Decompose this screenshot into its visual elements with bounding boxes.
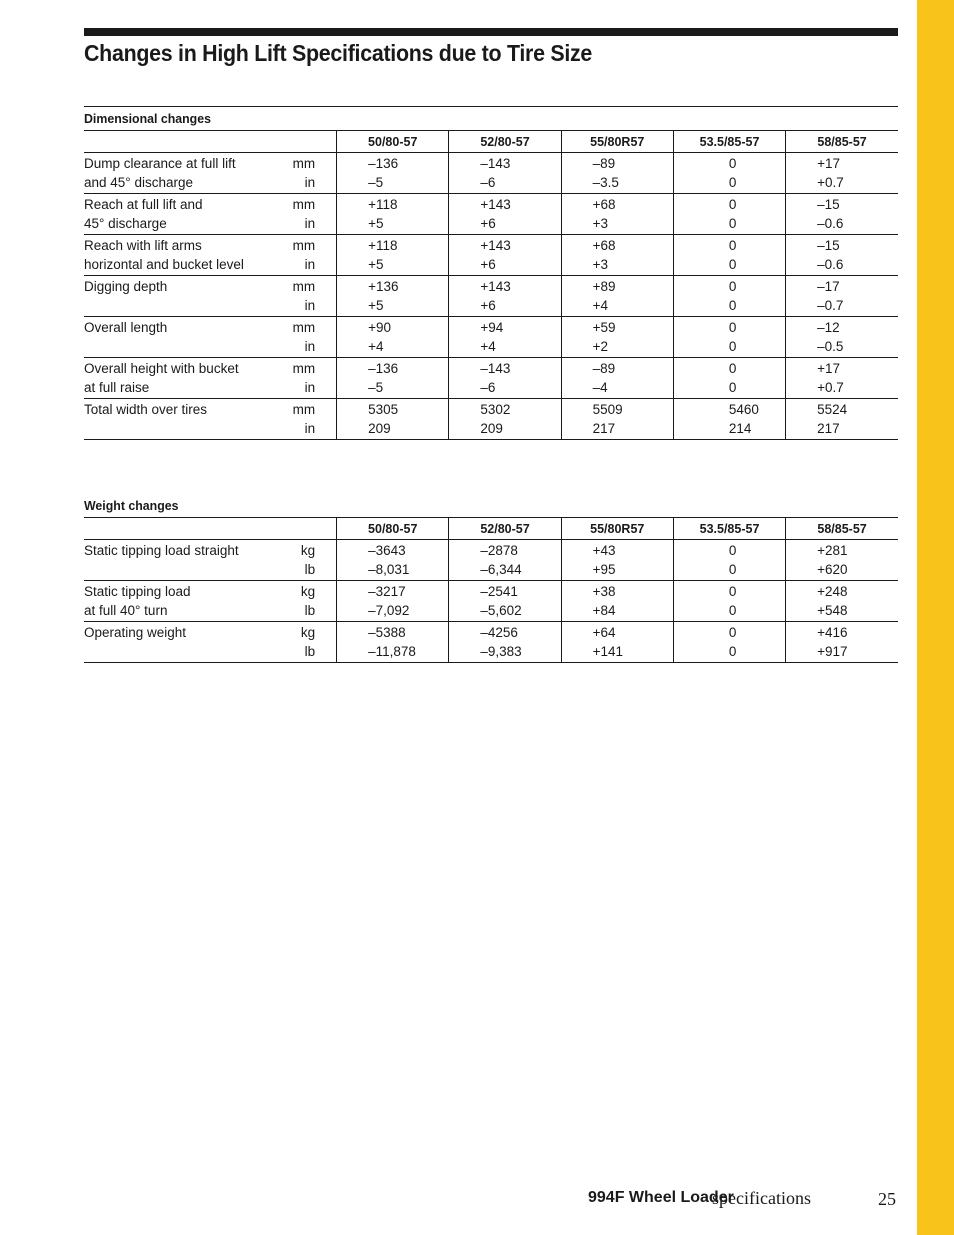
- weight-table: [84, 517, 898, 663]
- table-cell: 0 0: [673, 317, 785, 358]
- table-cell: –89 –4: [561, 358, 673, 399]
- header-blank: [280, 131, 336, 153]
- table-cell: +143 +6: [449, 276, 561, 317]
- table-cell: +143 +6: [449, 235, 561, 276]
- yellow-side-bar: [917, 0, 954, 1235]
- footer-spec: specifications: [712, 1188, 811, 1208]
- table-cell: –136 –5: [337, 153, 449, 194]
- page-title: Changes in High Lift Specifications due to Tire Size: [84, 40, 593, 66]
- row-units: mm in: [280, 235, 336, 276]
- table-cell: –5388 –11,878: [337, 622, 449, 663]
- table-cell: +281 +620: [786, 540, 898, 581]
- table-cell: 5305 209: [337, 399, 449, 440]
- row-units: mm in: [280, 276, 336, 317]
- row-units: mm in: [280, 358, 336, 399]
- table-cell: –15 –0.6: [786, 194, 898, 235]
- table-cell: +43 +95: [561, 540, 673, 581]
- dimensional-heading: Dimensional changes: [84, 106, 898, 130]
- table-cell: –3217 –7,092: [337, 581, 449, 622]
- table-cell: –15 –0.6: [786, 235, 898, 276]
- row-units: mm in: [280, 153, 336, 194]
- row-units: kg lb: [280, 622, 336, 663]
- column-header: 53.5/85-57: [673, 131, 785, 153]
- row-label: Static tipping load at full 40° turn: [84, 581, 280, 622]
- table-cell: 0 0: [673, 276, 785, 317]
- table-cell: 0 0: [673, 235, 785, 276]
- table-row: [84, 622, 898, 663]
- dimensional-table: [84, 130, 898, 440]
- page-number: 25: [878, 1189, 896, 1209]
- row-units: mm in: [280, 399, 336, 440]
- table-cell: +94 +4: [449, 317, 561, 358]
- header-blank: [280, 518, 336, 540]
- table-cell: 0 0: [673, 540, 785, 581]
- row-label: Total width over tires: [84, 399, 280, 440]
- table-row: [84, 399, 898, 440]
- column-header: 53.5/85-57: [673, 518, 785, 540]
- column-header: 50/80-57: [337, 518, 449, 540]
- column-header: 55/80R57: [561, 518, 673, 540]
- table-cell: –89 –3.5: [561, 153, 673, 194]
- table-cell: +38 +84: [561, 581, 673, 622]
- column-header: 50/80-57: [337, 131, 449, 153]
- page-footer: [588, 1187, 898, 1211]
- table-cell: +68 +3: [561, 235, 673, 276]
- table-cell: +17 +0.7: [786, 358, 898, 399]
- table-cell: 0 0: [673, 153, 785, 194]
- table-header-row: [84, 131, 898, 153]
- table-cell: 5509 217: [561, 399, 673, 440]
- table-cell: +68 +3: [561, 194, 673, 235]
- table-cell: –143 –6: [449, 153, 561, 194]
- table-row: [84, 540, 898, 581]
- row-label: Operating weight: [84, 622, 280, 663]
- table-cell: –4256 –9,383: [449, 622, 561, 663]
- table-cell: +248 +548: [786, 581, 898, 622]
- row-label: Reach at full lift and 45° discharge: [84, 194, 280, 235]
- table-cell: +64 +141: [561, 622, 673, 663]
- table-row: [84, 358, 898, 399]
- weight-heading: Weight changes: [84, 498, 179, 513]
- row-units: mm in: [280, 317, 336, 358]
- column-header: 58/85-57: [786, 518, 898, 540]
- table-cell: 5460 214: [673, 399, 785, 440]
- table-cell: 0 0: [673, 581, 785, 622]
- row-units: mm in: [280, 194, 336, 235]
- header-blank: [84, 518, 280, 540]
- table-cell: +416 +917: [786, 622, 898, 663]
- table-cell: 0 0: [673, 194, 785, 235]
- table-row: [84, 276, 898, 317]
- row-label: Overall height with bucket at full raise: [84, 358, 280, 399]
- table-cell: –3643 –8,031: [337, 540, 449, 581]
- dimensional-changes-section: [84, 106, 898, 440]
- table-cell: +118 +5: [337, 194, 449, 235]
- table-row: [84, 235, 898, 276]
- top-rule: [84, 28, 898, 36]
- table-cell: –2541 –5,602: [449, 581, 561, 622]
- table-cell: 5524 217: [786, 399, 898, 440]
- column-header: 52/80-57: [449, 131, 561, 153]
- table-cell: –17 –0.7: [786, 276, 898, 317]
- header-blank: [84, 131, 280, 153]
- table-cell: +59 +2: [561, 317, 673, 358]
- table-cell: –2878 –6,344: [449, 540, 561, 581]
- table-cell: +90 +4: [337, 317, 449, 358]
- row-label: Dump clearance at full lift and 45° discharge: [84, 153, 280, 194]
- table-header-row: [84, 518, 898, 540]
- row-units: kg lb: [280, 540, 336, 581]
- table-cell: –143 –6: [449, 358, 561, 399]
- column-header: 52/80-57: [449, 518, 561, 540]
- table-cell: –136 –5: [337, 358, 449, 399]
- table-cell: +136 +5: [337, 276, 449, 317]
- footer-model: 994F Wheel Loader: [588, 1189, 734, 1206]
- row-label: Reach with lift arms horizontal and bucket level: [84, 235, 280, 276]
- weight-changes-section: [84, 494, 898, 663]
- table-cell: 0 0: [673, 358, 785, 399]
- row-label: Static tipping load straight: [84, 540, 280, 581]
- table-row: [84, 317, 898, 358]
- row-label: Overall length: [84, 317, 280, 358]
- table-cell: +143 +6: [449, 194, 561, 235]
- table-row: [84, 194, 898, 235]
- table-cell: +17 +0.7: [786, 153, 898, 194]
- table-cell: 0 0: [673, 622, 785, 663]
- table-cell: +89 +4: [561, 276, 673, 317]
- column-header: 58/85-57: [786, 131, 898, 153]
- row-label: Digging depth: [84, 276, 280, 317]
- table-cell: +118 +5: [337, 235, 449, 276]
- table-row: [84, 581, 898, 622]
- table-row: [84, 153, 898, 194]
- row-units: kg lb: [280, 581, 336, 622]
- table-cell: 5302 209: [449, 399, 561, 440]
- table-cell: –12 –0.5: [786, 317, 898, 358]
- column-header: 55/80R57: [561, 131, 673, 153]
